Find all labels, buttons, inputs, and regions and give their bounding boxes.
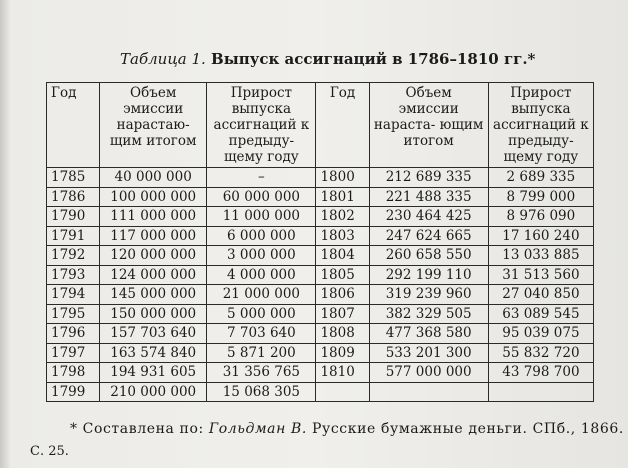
cell-year-2: 1805 <box>316 265 369 285</box>
header-growth-1: Прирост выпуска ассигнаций к предыду- щему году <box>207 83 316 168</box>
footnote-source: Русские бумажные деньги. СПб., 1866. <box>312 421 624 437</box>
cell-year-1: 1785 <box>47 168 100 188</box>
table-row <box>47 207 594 227</box>
footnote-author: Гольдман В. <box>208 421 307 437</box>
cell-volume-2: 221 488 335 <box>369 187 488 207</box>
cell-volume-2: 260 658 550 <box>369 246 488 266</box>
cell-year-1: 1791 <box>47 226 100 246</box>
cell-growth-1: – <box>207 168 316 188</box>
header-row <box>47 83 594 168</box>
cell-growth-2: 55 832 720 <box>488 343 593 363</box>
cell-year-1: 1797 <box>47 343 100 363</box>
header-volume-2: Объем эмиссии нараста- ющим итогом <box>369 83 488 168</box>
cell-year-1: 1793 <box>47 265 100 285</box>
header-year-2: Год <box>316 83 369 168</box>
cell-year-1: 1786 <box>47 187 100 207</box>
cell-year-1: 1795 <box>47 304 100 324</box>
table-row <box>47 363 594 383</box>
cell-growth-1: 6 000 000 <box>207 226 316 246</box>
cell-year-2: 1801 <box>316 187 369 207</box>
cell-year-2: 1804 <box>316 246 369 266</box>
table-row <box>47 246 594 266</box>
cell-growth-2: 95 039 075 <box>488 324 593 344</box>
cell-year-2: 1803 <box>316 226 369 246</box>
cell-growth-2: 63 089 545 <box>488 304 593 324</box>
cell-volume-1: 194 931 605 <box>100 363 207 383</box>
header-volume-1: Объем эмиссии нарастаю- щим итогом <box>100 83 207 168</box>
table-row <box>47 304 594 324</box>
table-row <box>47 382 594 402</box>
cell-growth-2: 8 799 000 <box>488 187 593 207</box>
cell-growth-2: 31 513 560 <box>488 265 593 285</box>
caption-lead: Таблица 1. <box>120 50 206 68</box>
cell-growth-2: 27 040 850 <box>488 285 593 305</box>
emission-table <box>46 82 594 402</box>
cell-volume-1: 111 000 000 <box>100 207 207 227</box>
cell-volume-1: 40 000 000 <box>100 168 207 188</box>
cell-volume-2: 382 329 505 <box>369 304 488 324</box>
header-growth-2: Прирост выпуска ассигнаций к предыду- щему году <box>488 83 593 168</box>
cell-growth-2 <box>488 382 593 402</box>
footnote-prefix: * Составлена по: <box>70 421 204 437</box>
table-row <box>47 285 594 305</box>
cell-growth-1: 7 703 640 <box>207 324 316 344</box>
cell-growth-2: 13 033 885 <box>488 246 593 266</box>
cell-growth-1: 4 000 000 <box>207 265 316 285</box>
cell-growth-1: 31 356 765 <box>207 363 316 383</box>
cell-volume-2: 212 689 335 <box>369 168 488 188</box>
cell-volume-1: 117 000 000 <box>100 226 207 246</box>
cell-volume-1: 163 574 840 <box>100 343 207 363</box>
cell-volume-2: 577 000 000 <box>369 363 488 383</box>
table-row <box>47 187 594 207</box>
cell-growth-1: 5 871 200 <box>207 343 316 363</box>
cell-year-2: 1807 <box>316 304 369 324</box>
caption-title: Выпуск ассигнаций в 1786–1810 гг.* <box>211 50 536 68</box>
table-caption <box>120 50 600 68</box>
table-row <box>47 343 594 363</box>
cell-growth-2: 8 976 090 <box>488 207 593 227</box>
cell-volume-1: 145 000 000 <box>100 285 207 305</box>
cell-year-2: 1806 <box>316 285 369 305</box>
cell-volume-1: 124 000 000 <box>100 265 207 285</box>
cell-growth-1: 15 068 305 <box>207 382 316 402</box>
page-fold-shadow <box>0 0 10 468</box>
cell-year-1: 1799 <box>47 382 100 402</box>
footnote <box>70 421 624 437</box>
cell-growth-2: 43 798 700 <box>488 363 593 383</box>
table-row <box>47 324 594 344</box>
cell-volume-2: 477 368 580 <box>369 324 488 344</box>
table-row <box>47 265 594 285</box>
cell-year-2 <box>316 382 369 402</box>
cell-growth-1: 11 000 000 <box>207 207 316 227</box>
cell-volume-1: 210 000 000 <box>100 382 207 402</box>
cell-volume-1: 157 703 640 <box>100 324 207 344</box>
cell-growth-2: 2 689 335 <box>488 168 593 188</box>
cell-year-1: 1792 <box>47 246 100 266</box>
cell-volume-2 <box>369 382 488 402</box>
table-row <box>47 226 594 246</box>
cell-volume-1: 120 000 000 <box>100 246 207 266</box>
cell-growth-1: 21 000 000 <box>207 285 316 305</box>
cell-year-1: 1796 <box>47 324 100 344</box>
cell-year-1: 1790 <box>47 207 100 227</box>
table-row <box>47 168 594 188</box>
cell-year-1: 1798 <box>47 363 100 383</box>
cell-volume-1: 150 000 000 <box>100 304 207 324</box>
cell-volume-2: 533 201 300 <box>369 343 488 363</box>
cell-year-2: 1800 <box>316 168 369 188</box>
cell-volume-2: 247 624 665 <box>369 226 488 246</box>
cell-volume-2: 292 199 110 <box>369 265 488 285</box>
cell-year-2: 1810 <box>316 363 369 383</box>
cell-volume-2: 319 239 960 <box>369 285 488 305</box>
table-body <box>47 168 594 402</box>
cell-volume-2: 230 464 425 <box>369 207 488 227</box>
cell-year-2: 1802 <box>316 207 369 227</box>
cell-year-1: 1794 <box>47 285 100 305</box>
cell-growth-2: 17 160 240 <box>488 226 593 246</box>
cell-year-2: 1809 <box>316 343 369 363</box>
cell-volume-1: 100 000 000 <box>100 187 207 207</box>
header-year-1: Год <box>47 83 100 168</box>
cell-year-2: 1808 <box>316 324 369 344</box>
cell-growth-1: 3 000 000 <box>207 246 316 266</box>
footnote-page-ref: С. 25. <box>30 444 69 459</box>
cell-growth-1: 60 000 000 <box>207 187 316 207</box>
cell-growth-1: 5 000 000 <box>207 304 316 324</box>
